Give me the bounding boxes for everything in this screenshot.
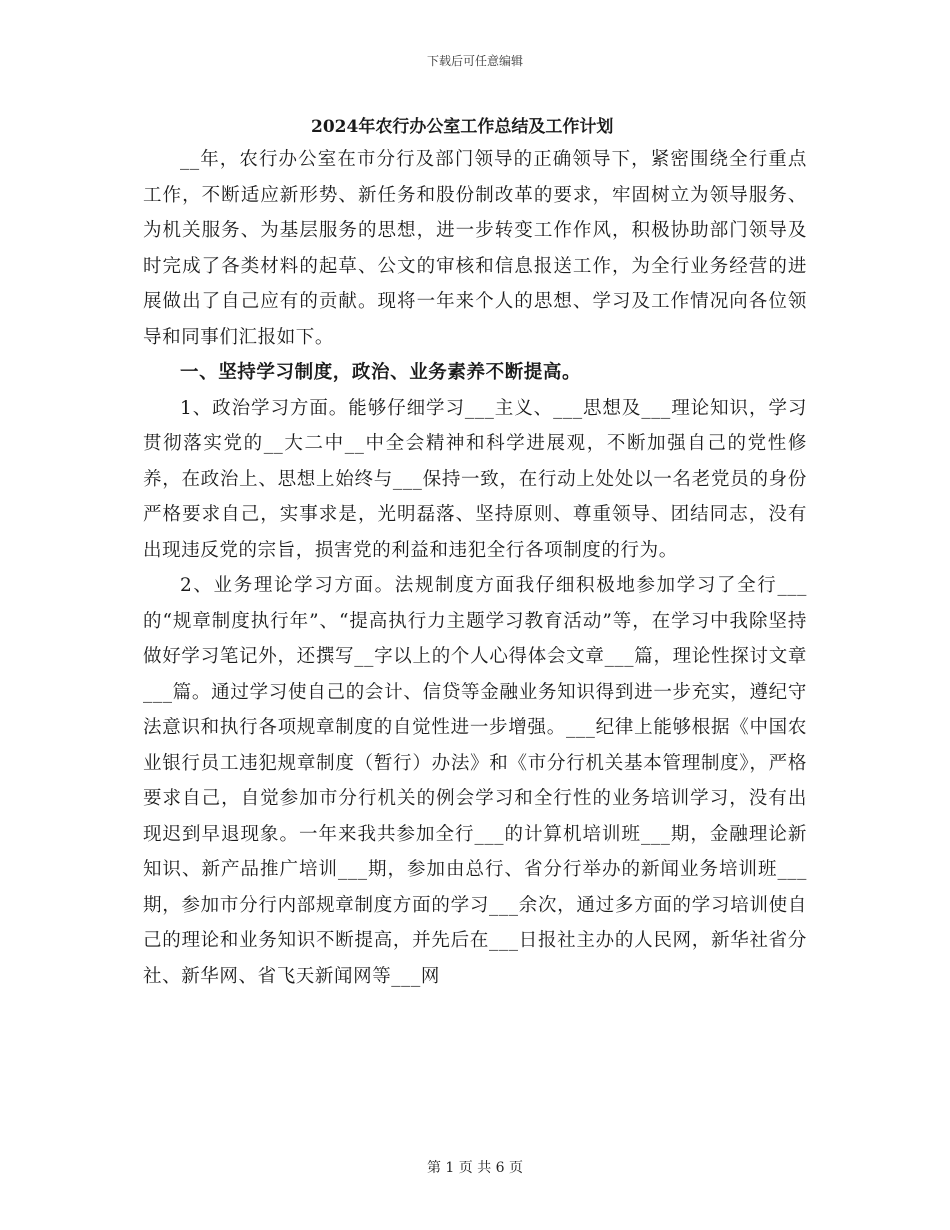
document-body xyxy=(143,112,807,994)
document-title: 2024年农行办公室工作总结及工作计划 xyxy=(311,117,614,137)
intro-paragraph: __年，农行办公室在市分行及部门领导的正确领导下，紧密围绕全行重点工作，不断适应新形势、新任务和股份制改革的要求，牢固树立为领导服务、为机关服务、为基层服务的思想，进一步转变工作作风，积极协助部门领导及时完成了各类材料的起草、公文的审核和信息报送工作，为全行业务经营的进展做出了自己应有的贡献。现将一年来个人的思想、学习及工作情况向各位领导和同事们汇报如下。 xyxy=(143,149,807,348)
page-number: 第 1 页 共 6 页 xyxy=(426,1160,524,1176)
paragraph-business-study: 2、业务理论学习方面。法规制度方面我仔细积极地参加学习了全行___的“规章制度执行年”、“提高执行力主题学习教育活动”等，在学习中我除坚持做好学习笔记外，还撰写__字以上的个人心得体会文章___篇，理论性探讨文章___篇。通过学习使自己的会计、信贷等金融业务知识得到进一步充实，遵纪守法意识和执行各项规章制度的自觉性进一步增强。___纪律上能够根据《中国农业银行员工违犯规章制度（暂行）办法》和《市分行机关基本管理制度》，严格要求自己，自觉参加市分行机关的例会学习和全行性的业务培训学习，没有出现迟到早退现象。一年来我共参加全行___的计算机培训班___期，金融理论新知识、新产品推广培训___期，参加由总行、省分行举办的新闻业务培训班___期，参加市分行内部规章制度方面的学习___余次，通过多方面的学习培训使自己的理论和业务知识不断提高，并先后在___日报社主办的人民网，新华社省分社、新华网、省飞天新闻网等___网 xyxy=(143,575,807,987)
paragraph-political-study: 1、政治学习方面。能够仔细学习___主义、___思想及___理论知识，学习贯彻落实党的__大二中__中全会精神和科学进展观，不断加强自己的党性修养，在政治上、思想上始终与___保持一致，在行动上处处以一名老党员的身份严格要求自己，实事求是，光明磊落、坚持原则、尊重领导、团结同志，没有出现违反党的宗旨，损害党的利益和违犯全行各项制度的行为。 xyxy=(143,397,807,561)
section-heading-1: 一、坚持学习制度，政治、业务素养不断提高。 xyxy=(180,362,582,383)
header-note: 下载后可任意编辑 xyxy=(426,54,523,68)
